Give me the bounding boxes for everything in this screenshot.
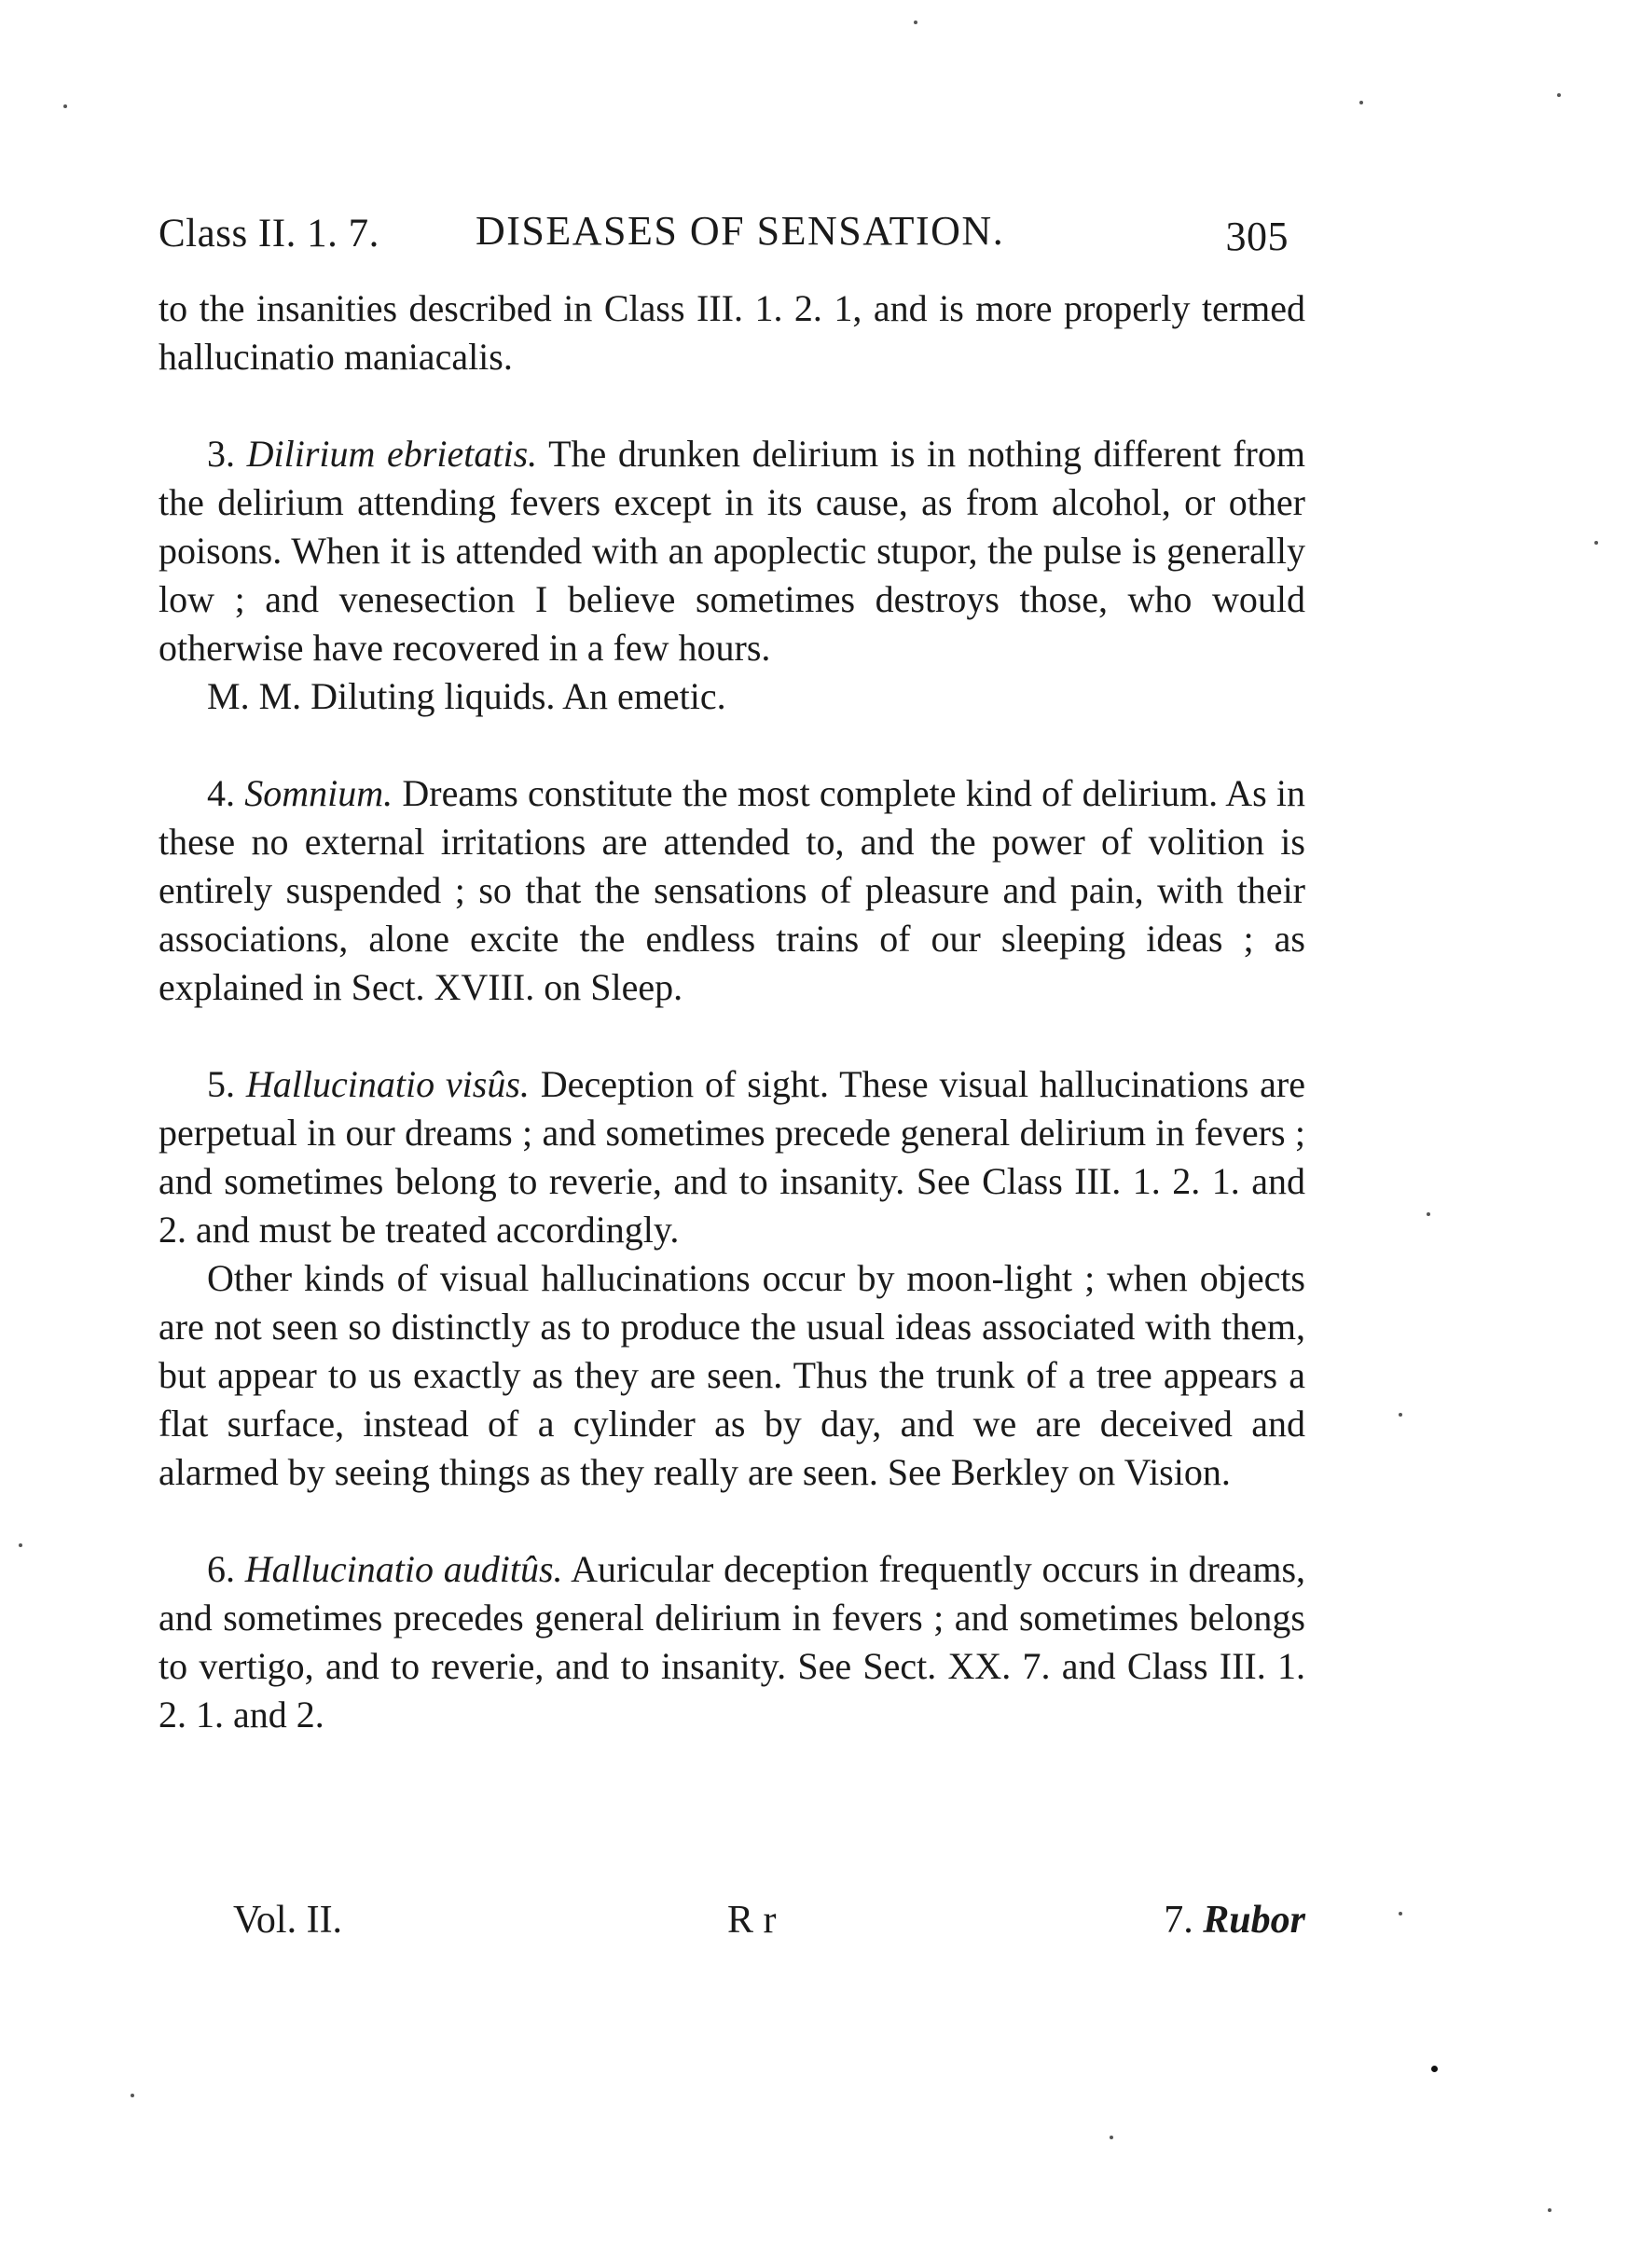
- speck-mark: [1110, 2136, 1113, 2139]
- catchword-text: Rubor: [1203, 1899, 1305, 1942]
- paragraph-number: 5.: [207, 1063, 235, 1105]
- page-number: 305: [1225, 214, 1289, 259]
- speck-mark: [1557, 93, 1561, 97]
- running-head-class: Class II. 1. 7.: [159, 212, 379, 256]
- speck-mark: [1431, 2066, 1438, 2072]
- paragraph-text: The drunken delirium is in nothing different from the delirium attending fevers except in its cause, as from alcohol, or other poisons. When it is attended with an apoplectic stupor, the pulse is generally low ; and venesection I believe sometimes destroys those, who would otherwise have recovered in a few hours.: [159, 433, 1305, 669]
- paragraph-term: Somnium.: [244, 772, 393, 814]
- paragraph-hallucinatio-visus: [159, 1060, 1305, 1254]
- paragraph-method-of-medicine: [159, 672, 1305, 721]
- speck-mark: [131, 2094, 134, 2097]
- paragraph-text: Dreams constitute the most complete kind of delirium. As in these no external irritations are attended to, and the power of volition is entirely suspended ; so that the sensations of pleasure and pain, with their associations, alone excite the endless trains of our sleeping ideas ; as explained in Sect. XVIII. on Sleep.: [159, 772, 1306, 1008]
- paragraph-number: 6.: [207, 1548, 235, 1590]
- paragraph-visual-hallucinations: [159, 1254, 1305, 1497]
- signature-mark: R r: [727, 1899, 777, 1942]
- speck-mark: [1399, 1413, 1402, 1417]
- speck-mark: [63, 104, 67, 108]
- volume-label: Vol. II.: [233, 1899, 343, 1942]
- paragraph-text: Deception of sight. These visual hallucinations are perpetual in our dreams ; and sometimes precede general delirium in fevers ; and sometimes belong to reverie, and to insanity. See Class III. 1. 2. 1. and 2. and must be treated accordingly.: [159, 1063, 1305, 1251]
- speck-mark: [1427, 1212, 1430, 1216]
- paragraph-number: 3.: [207, 433, 235, 475]
- body-text: [159, 284, 1305, 1739]
- paragraph-text: M. M. Diluting liquids. An emetic.: [207, 675, 726, 717]
- catchword: [1164, 1898, 1305, 1943]
- paragraph-term: Dilirium ebrietatis.: [246, 433, 538, 475]
- paragraph-delirium-ebrietatis: [159, 430, 1305, 672]
- speck-mark: [1548, 2208, 1551, 2212]
- speck-mark: [19, 1543, 22, 1547]
- speck-mark: [1399, 1912, 1402, 1915]
- paragraph-term: Hallucinatio visûs.: [245, 1063, 530, 1105]
- running-head-title: DISEASES OF SENSATION.: [476, 208, 1005, 254]
- speck-mark: [914, 21, 917, 24]
- paragraph-text: Auricular deception frequently occurs in dreams, and sometimes precedes general delirium in fevers ; and sometimes belongs to vertigo, and to reverie, and to insanity. See Sect. XX. 7. and Class III. 1. 2. 1. and 2.: [159, 1548, 1306, 1736]
- paragraph-hallucinatio-auditus: [159, 1545, 1305, 1739]
- speck-mark: [1594, 541, 1598, 545]
- catchword-number: 7.: [1164, 1899, 1193, 1942]
- page-footer: [159, 1898, 1305, 1950]
- paragraph-somnium: [159, 769, 1305, 1012]
- paragraph-text: to the insanities described in Class III. 1. 2. 1, and is more properly termed hallucinatio maniacalis.: [159, 287, 1305, 378]
- paragraph-text: Other kinds of visual hallucinations occur by moon-light ; when objects are not seen so distinctly as to produce the usual ideas associated with them, but appear to us exactly as they are seen. Thus the trunk of a tree appears a flat surface, instead of a cylinder as by day, and we are deceived and alarmed by seeing things as they really are seen. See Berkley on Vision.: [159, 1257, 1305, 1493]
- speck-mark: [1359, 101, 1363, 104]
- paragraph-number: 4.: [207, 772, 235, 814]
- running-head: [159, 203, 1305, 259]
- paragraph-term: Hallucinatio auditûs.: [244, 1548, 563, 1590]
- paragraph-continuation: [159, 284, 1305, 381]
